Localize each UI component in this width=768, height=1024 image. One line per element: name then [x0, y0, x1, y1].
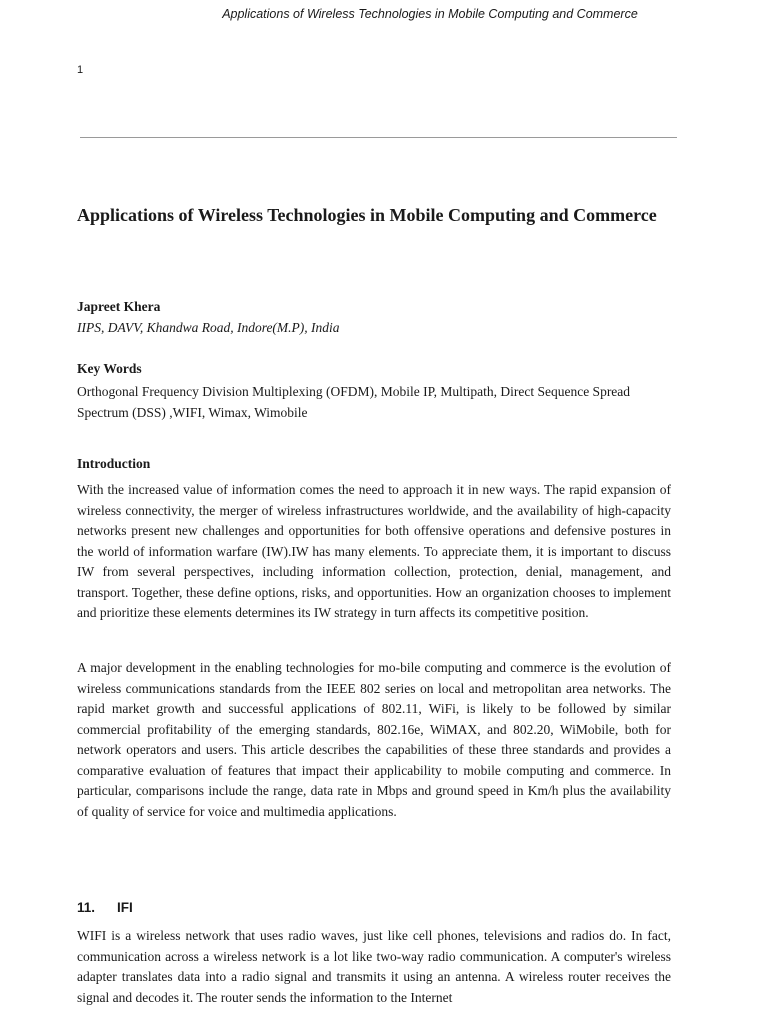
keywords-heading: Key Words: [77, 361, 142, 376]
section-heading-wifi: [77, 900, 133, 915]
section-title: IFI: [117, 900, 133, 915]
wifi-paragraph: WIFI is a wireless network that uses radio waves, just like cell phones, televisions and radios do. In fact, communication across a wireless network is a lot like two-way radio communication. A computer's wireless adapter translates data into a radio signal and transmits it using an antenna. A wireless router receives the signal and decodes it. The router sends the information to the Internet: [77, 928, 671, 1005]
section-number: 11.: [77, 900, 96, 915]
introduction-paragraph-1: With the increased value of information comes the need to approach it in new ways. The rapid expansion of wireless connectivity, the merger of wireless infrastructures worldwide, and the availability of high-capacity networks present new challenges and opportunities for both offensive operations and defensive postures in the world of information warfare (IW).IW has many elements. To appreciate them, it is important to discuss IW from several perspectives, including information collection, protection, denial, management, and transport. Together, these define options, risks, and opportunities. How an organization chooses to implement and prioritize these elements determines its IW strategy in turn affects its competitive position.: [77, 482, 671, 620]
page-number: 1: [77, 64, 84, 76]
keywords-text: Orthogonal Frequency Division Multiplexing (OFDM), Mobile IP, Multipath, Direct Sequence Spread Spectrum (DSS) ,WIFI, Wimax, Wimobile: [77, 384, 631, 420]
header-divider: [80, 137, 677, 138]
introduction-heading: Introduction: [77, 456, 151, 471]
running-header: Applications of Wireless Technologies in Mobile Computing and Commerce: [222, 7, 638, 21]
paper-title: Applications of Wireless Technologies in Mobile Computing and Commerce: [77, 205, 657, 225]
introduction-paragraph-2: A major development in the enabling technologies for mo-bile computing and commerce is the evolution of wireless communications standards from the IEEE 802 series on local and metropolitan area networks. The rapid market growth and successful applications of 802.11, WiFi, is likely to be followed by similar commercial profitability of the emerging standards, 802.16e, WiMAX, and 802.20, WiMobile, both for network operators and users. This article describes the capabilities of these three standards and provides a comparative evaluation of features that impact their applicability to mobile computing and commerce. In particular, comparisons include the range, data rate in Mbps and ground speed in Km/h plus the availability of quality of service for voice and multimedia applications.: [77, 660, 671, 819]
author-name: Japreet Khera: [77, 299, 161, 314]
author-affiliation: IIPS, DAVV, Khandwa Road, Indore(M.P), India: [77, 320, 340, 335]
